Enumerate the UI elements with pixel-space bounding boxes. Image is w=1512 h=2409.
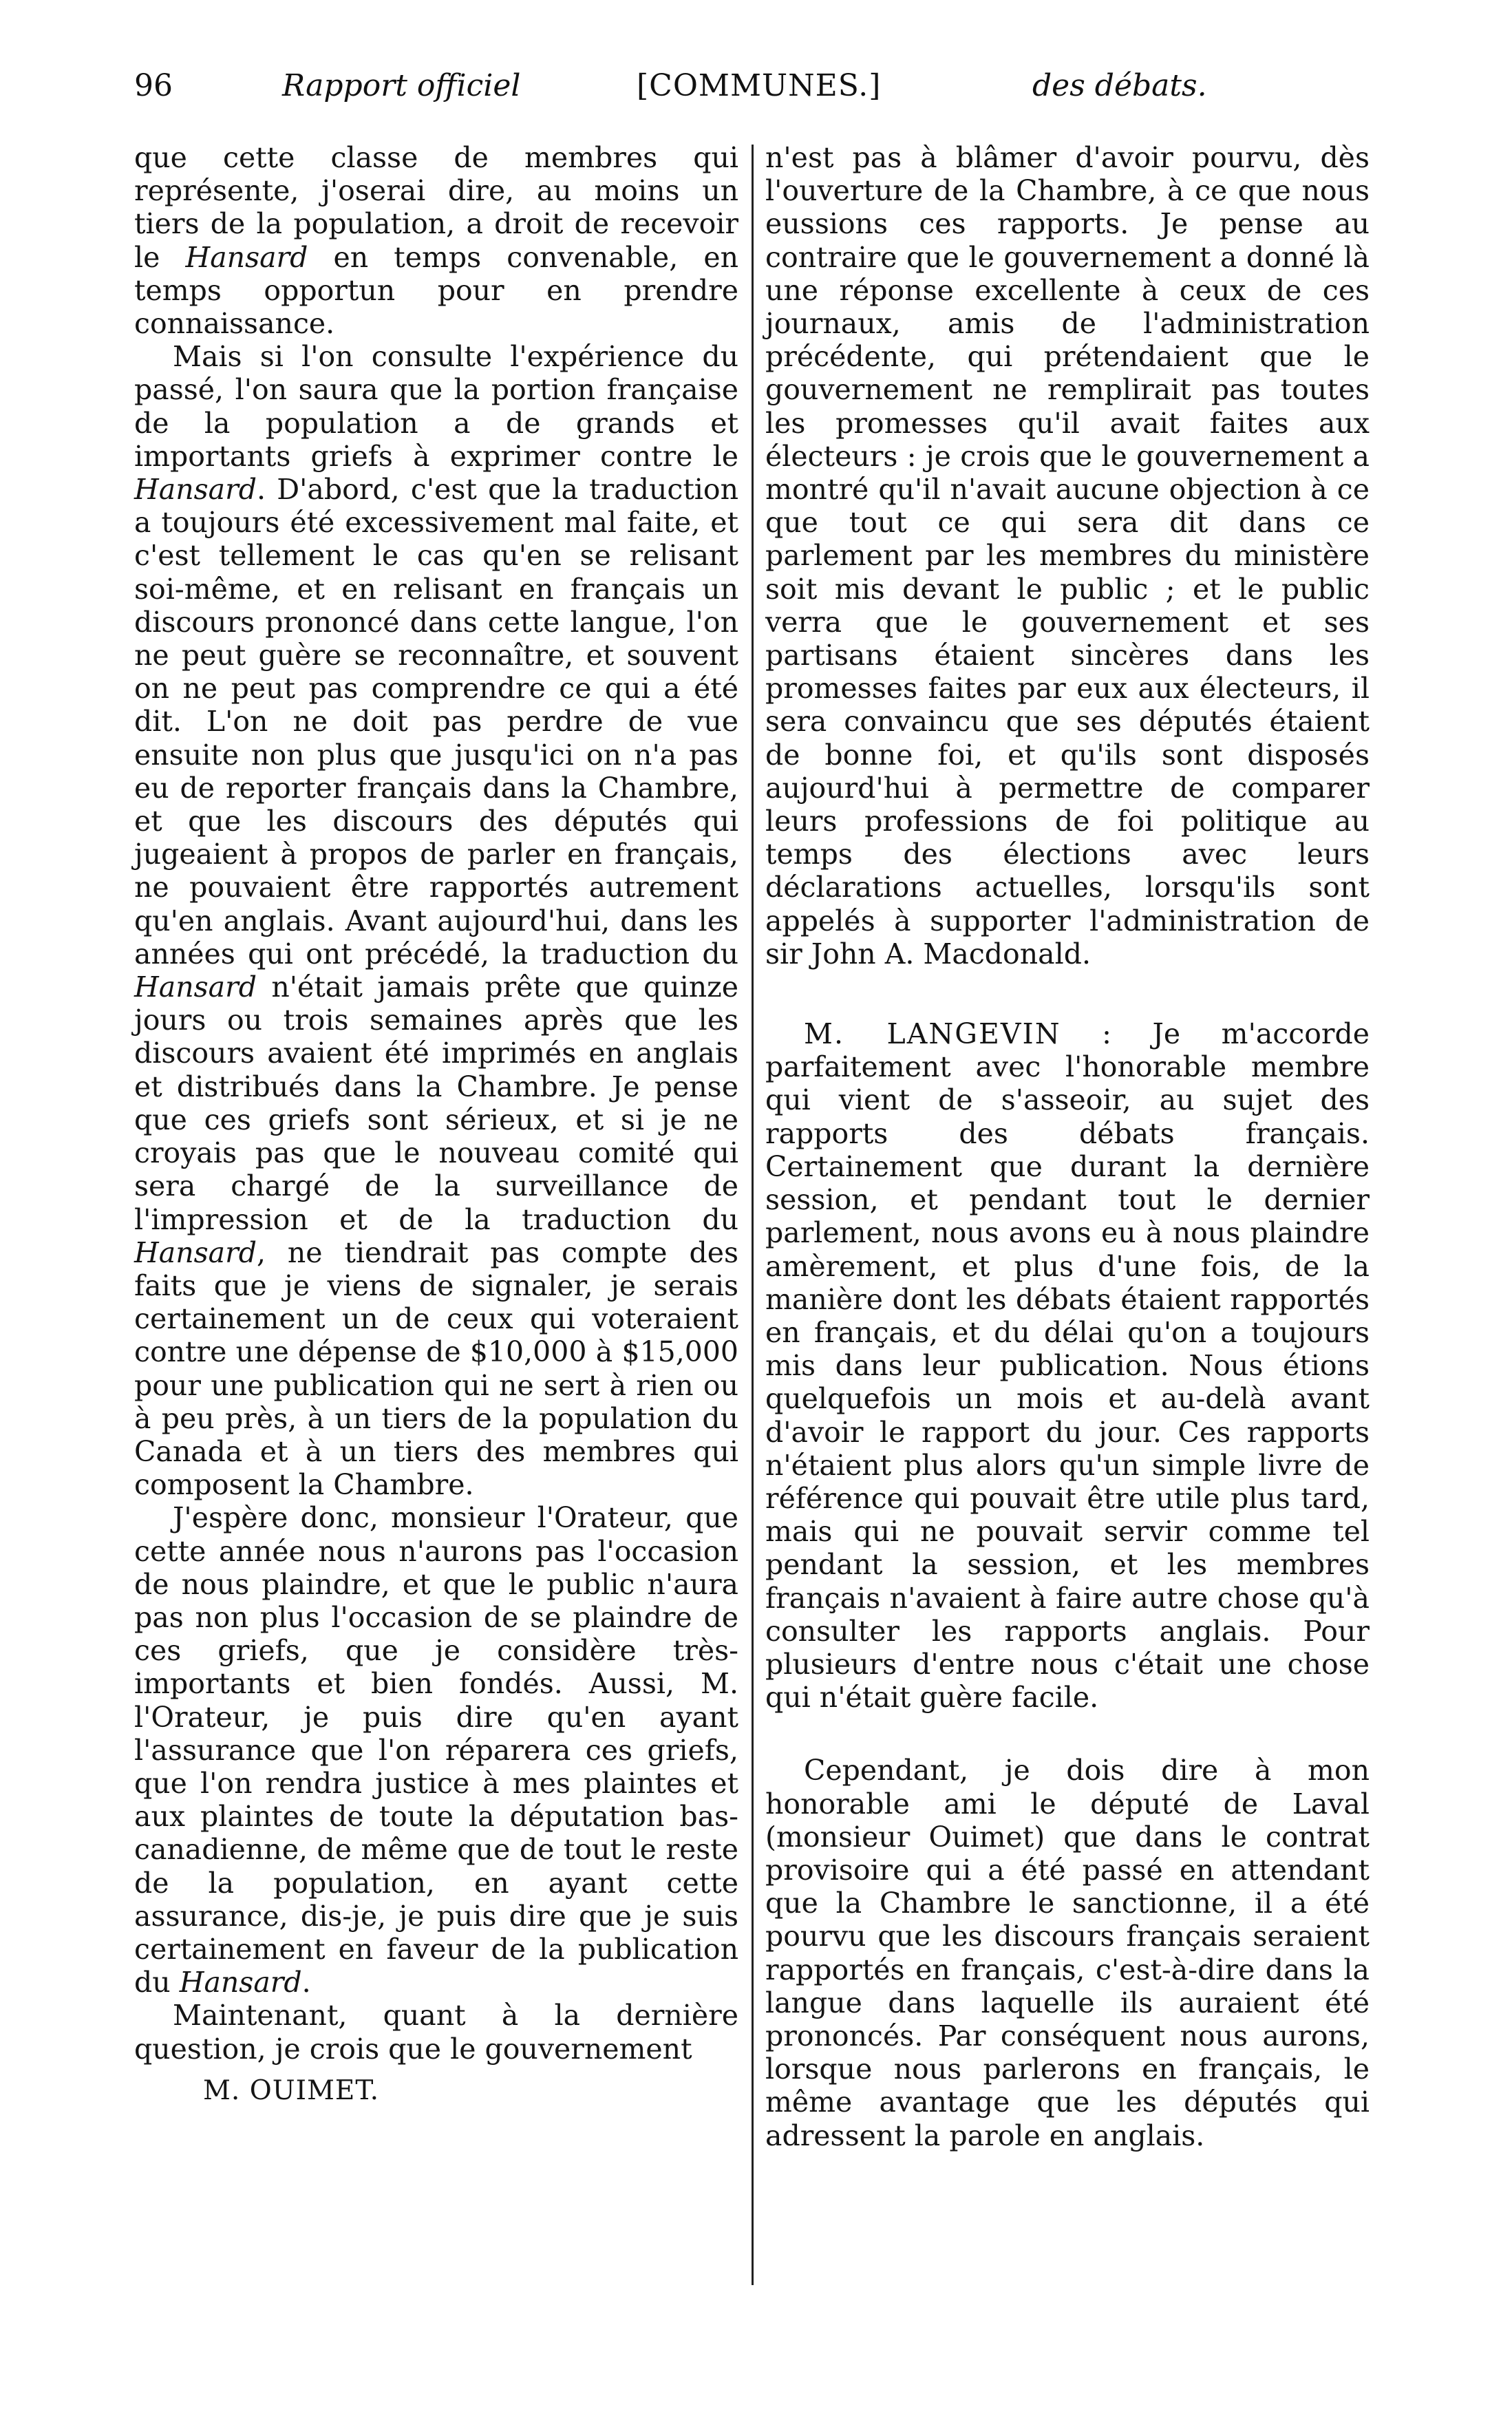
page-header <box>0 65 1512 120</box>
page-number: 96 <box>134 68 173 103</box>
speech-paragraph: M. LANGEVIN : Je m'accorde parfaitement avec l'honorable membre qui vient de s'asseoir, au sujet des rapports des débats français. Certainement que durant la dernière session, et pendant tout le dernier parlement, nous avons eu à nous plaindre amèrement, et plus d'une fois, de la manière dont les débats étaient rapportés en français, et du délai qu'on a toujours mis dans leur publication. Nous étions quelquefois un mois et au-delà avant d'avoir le rapport du jour. Ces rapports n'étaient plus alors qu'un simple livre de référence qui pouvait être utile plus tard, mais qui ne pouvait servir comme tel pendant la session, et les membres français n'avaient à faire autre chose qu'à consulter les rapports anglais. Pour plusieurs d'entre nous c'était une chose qui n'était guère facile. <box>765 1017 1370 1715</box>
speaker-name: M. LANGEVIN <box>804 1017 1061 1051</box>
speaker-signature: M. OUIMET. <box>203 2074 380 2106</box>
header-left-title: Rapport officiel <box>282 68 521 103</box>
paragraph: Maintenant, quant à la dernière question, je crois que le gouvernement <box>134 1999 738 2066</box>
header-right-title: des débats. <box>1032 68 1207 103</box>
header-center-title: [COMMUNES.] <box>637 68 882 103</box>
paragraph: n'est pas à blâmer d'avoir pourvu, dès l'ouverture de la Chambre, à ce que nous eussions ces rapports. Je pense au contraire que le gouvernement a donné là une réponse excellente à ceux de ces journaux, amis de l'administration précédente, qui prétendaient que le gouvernement ne remplirait pas toutes les promesses qu'il avait faites aux électeurs : je crois que le gouvernement a montré qu'il n'avait aucune objection à ce que tout ce qui sera dit dans ce parlement par les membres du ministère soit mis devant le public ; et le public verra que le gouvernement et ses partisans étaient sincères dans les promesses faites par eux aux électeurs, il sera convaincu que ses députés étaient de bonne foi, et qu'ils sont disposés aujourd'hui à permettre de comparer leurs professions de foi politique au temps des élections avec leurs déclarations actuelles, lorsqu'ils sont appelés à supporter l'administration de sir John A. Macdonald. <box>765 141 1370 970</box>
paragraph: J'espère donc, monsieur l'Orateur, que cette année nous n'aurons pas l'occasion de nous plaindre, et que le public n'aura pas non plus l'occasion de se plaindre de ces griefs, que je considère très-importants et bien fondés. Aussi, M. l'Orateur, je puis dire qu'en ayant l'assurance que l'on réparera ces griefs, que l'on rendra justice à mes plaintes et aux plaintes de toute la députation bas-canadienne, de même que de tout le reste de la population, en ayant cette assurance, dis-je, je puis dire que je suis certainement en faveur de la publication du Hansard. <box>134 1501 738 1999</box>
right-column <box>765 141 1370 2152</box>
left-column <box>134 141 738 2108</box>
paragraph: Cependant, je dois dire à mon honorable ami le député de Laval (monsieur Ouimet) que dans le contrat provisoire qui a été passé en attendant que la Chambre le sanctionne, il a été pourvu que les discours français seraient rapportés en français, c'est-à-dire dans la langue dans laquelle ils auraient été prononcés. Par conséquent nous aurons, lorsque nous parlerons en français, le même avantage que les députés qui adressent la parole en anglais. <box>765 1754 1370 2152</box>
paragraph: Mais si l'on consulte l'expérience du passé, l'on saura que la portion française de la population a de grands et importants griefs à exprimer contre le Hansard. D'abord, c'est que la traduction a toujours été excessivement mal faite, et c'est tellement le cas qu'en se relisant soi-même, et en relisant en français un discours prononcé dans cette langue, l'on ne peut guère se reconnaître, et souvent on ne peut pas comprendre ce qui a été dit. L'on ne doit pas perdre de vue ensuite non plus que jusqu'ici on n'a pas eu de reporter français dans la Chambre, et que les discours des députés qui jugeaient à propos de parler en français, ne pouvaient être rapportés autrement qu'en anglais. Avant aujourd'hui, dans les années qui ont précédé, la traduction du Hansard n'était jamais prête que quinze jours ou trois semaines après que les discours avaient été imprimés en anglais et distribués dans la Chambre. Je pense que ces griefs sont sérieux, et si je ne croyais pas que le nouveau comité qui sera chargé de la surveillance de l'impression et de la traduction du Hansard, ne tiendrait pas compte des faits que je viens de signaler, je serais certainement un de ceux qui voteraient contre une dépense de $10,000 à $15,000 pour une publication qui ne sert à rien ou à peu près, à un tiers de la population du Canada et à un tiers des membres qui composent la Chambre. <box>134 340 738 1502</box>
column-divider <box>752 145 754 2285</box>
paragraph: que cette classe de membres qui représente, j'oserai dire, au moins un tiers de la population, a droit de recevoir le Hansard en temps convenable, en temps opportun pour en prendre connaissance. <box>134 141 738 341</box>
